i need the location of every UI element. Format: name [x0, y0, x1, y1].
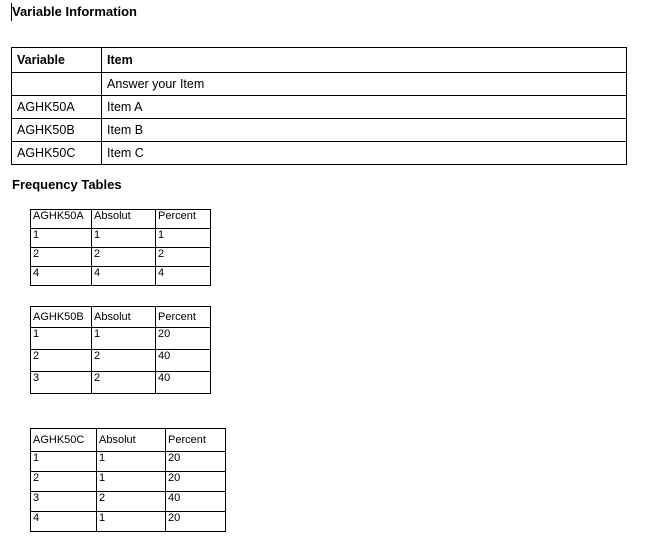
table-cell: 2: [31, 472, 97, 492]
table-row: [31, 248, 211, 267]
table-header-row: [31, 307, 211, 328]
table-cell: AGHK50A: [12, 96, 102, 119]
table-cell: 3: [31, 492, 97, 512]
frequency-table-aghk50b: [30, 306, 211, 394]
table-cell: 1: [97, 472, 166, 492]
table-cell: 4: [31, 512, 97, 532]
table-cell: 1: [31, 452, 97, 472]
table-cell: 40: [166, 492, 226, 512]
table-cell: 20: [156, 328, 211, 350]
table-cell: 2: [92, 350, 156, 372]
table-cell: 4: [92, 267, 156, 286]
table-cell: 1: [97, 452, 166, 472]
table-cell: AGHK50C: [12, 142, 102, 165]
table-cell: 1: [156, 229, 211, 248]
table-cell: 2: [97, 492, 166, 512]
table-cell: 1: [31, 328, 92, 350]
table-row: [31, 328, 211, 350]
table-row: [12, 119, 627, 142]
table-cell: [12, 73, 102, 96]
table-cell: 2: [31, 350, 92, 372]
table-cell: 40: [156, 372, 211, 394]
table-header-row: [31, 210, 211, 229]
table-cell: Item B: [102, 119, 627, 142]
table-cell: 1: [97, 512, 166, 532]
column-header: AGHK50A: [31, 210, 92, 229]
table-row: [31, 472, 226, 492]
table-row: [31, 229, 211, 248]
column-header: Variable: [12, 48, 102, 73]
table-cell: Answer your Item: [102, 73, 627, 96]
section-title: Frequency Tables: [12, 177, 122, 192]
column-header: Percent: [166, 429, 226, 452]
table-row: [31, 372, 211, 394]
table-cell: 1: [92, 229, 156, 248]
table-cell: Item C: [102, 142, 627, 165]
column-header: Absolut: [97, 429, 166, 452]
table-cell: 2: [31, 248, 92, 267]
table-row: [31, 492, 226, 512]
table-cell: 20: [166, 512, 226, 532]
table-cell: 2: [156, 248, 211, 267]
table-header-row: [31, 429, 226, 452]
column-header: Percent: [156, 210, 211, 229]
table-row: [31, 350, 211, 372]
table-row: [12, 142, 627, 165]
table-row: [31, 452, 226, 472]
table-cell: 4: [31, 267, 92, 286]
table-cell: 20: [166, 472, 226, 492]
page-title: Variable Information: [12, 4, 137, 19]
column-header: Absolut: [92, 307, 156, 328]
variable-table: [11, 47, 627, 165]
column-header: Absolut: [92, 210, 156, 229]
column-header: AGHK50C: [31, 429, 97, 452]
frequency-table-aghk50c: [30, 428, 226, 532]
table-cell: 1: [31, 229, 92, 248]
table-row: [31, 267, 211, 286]
column-header: AGHK50B: [31, 307, 92, 328]
table-cell: 1: [92, 328, 156, 350]
table-header-row: [12, 48, 627, 73]
table-row: [12, 96, 627, 119]
column-header: Percent: [156, 307, 211, 328]
table-cell: 40: [156, 350, 211, 372]
table-row: [12, 73, 627, 96]
table-cell: Item A: [102, 96, 627, 119]
table-cell: AGHK50B: [12, 119, 102, 142]
table-cell: 20: [166, 452, 226, 472]
table-cell: 2: [92, 248, 156, 267]
table-cell: 4: [156, 267, 211, 286]
table-row: [31, 512, 226, 532]
table-cell: 2: [92, 372, 156, 394]
table-cell: 3: [31, 372, 92, 394]
column-header: Item: [102, 48, 627, 73]
frequency-table-aghk50a: [30, 209, 211, 286]
